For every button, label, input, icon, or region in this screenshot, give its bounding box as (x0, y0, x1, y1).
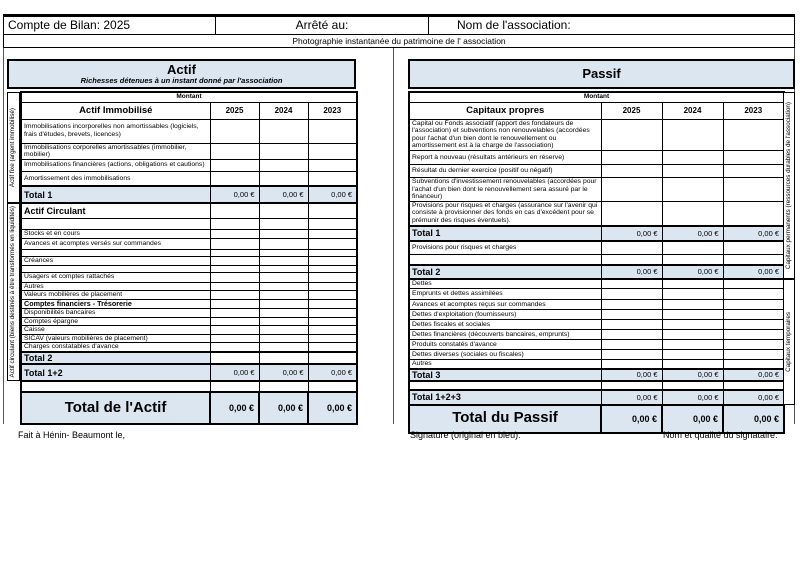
amount-input-cell[interactable] (259, 291, 308, 300)
amount-input-cell[interactable] (662, 119, 723, 150)
amount-input-cell[interactable] (723, 360, 784, 369)
amount-input-cell[interactable] (308, 352, 357, 364)
amount-input-cell[interactable] (259, 159, 308, 171)
table-row (409, 369, 784, 381)
amount-input-cell[interactable] (723, 300, 784, 310)
table-row (409, 320, 784, 330)
amount-input-cell[interactable] (662, 310, 723, 320)
table-row (409, 405, 784, 433)
amount-input-cell[interactable] (308, 291, 357, 300)
amount-input-cell[interactable] (259, 317, 308, 326)
rotated-section-label: Actif circulant (biens destinés à être transformés en liquidités) (7, 203, 20, 381)
table-row (21, 309, 357, 318)
amount-input-cell[interactable] (723, 381, 784, 390)
year-header-2024: 2024 (662, 102, 723, 119)
row-label: Total 3 (409, 369, 601, 381)
amount-input-cell[interactable] (723, 310, 784, 320)
page-subtitle: Photographie instantanée du patrimoine de l' association (3, 35, 795, 48)
table-row (21, 238, 357, 249)
amount-input-cell[interactable] (308, 299, 357, 308)
amount-input-cell[interactable] (259, 334, 308, 343)
total-value-cell: 0,00 € (308, 392, 357, 424)
table-row (21, 299, 357, 308)
rotated-section-label: Capitaux permanents (ressources durables de l'association) (783, 92, 795, 279)
total-value-cell: 0,00 € (723, 265, 784, 279)
amount-input-cell[interactable] (210, 143, 259, 159)
actif-table-wrap (7, 91, 356, 425)
row-label: Dettes financières (découverts bancaires, emprunts) (409, 330, 601, 340)
row-label: Dettes fiscales et sociales (409, 320, 601, 330)
table-row (21, 249, 357, 256)
amount-input-cell[interactable] (308, 256, 357, 265)
document-title: Compte de Bilan: 2025 (4, 17, 216, 34)
table-row (409, 255, 784, 265)
group-header-passif: Capitaux propres (409, 102, 601, 119)
amount-input-cell[interactable] (308, 143, 357, 159)
table-row (409, 279, 784, 289)
montant-row (21, 92, 357, 102)
amount-input-cell[interactable] (210, 317, 259, 326)
year-header-2024: 2024 (259, 102, 308, 119)
row-label: Emprunts et dettes assimilées (409, 289, 601, 300)
table-row (21, 352, 357, 364)
amount-input-cell[interactable] (210, 203, 259, 218)
amount-input-cell[interactable] (723, 164, 784, 177)
amount-input-cell[interactable] (308, 317, 357, 326)
table-row (409, 310, 784, 320)
amount-input-cell[interactable] (259, 218, 308, 229)
amount-input-cell[interactable] (210, 218, 259, 229)
row-label: Report à nouveau (résultats antérieurs en réserve) (409, 150, 601, 164)
amount-input-cell[interactable] (259, 299, 308, 308)
amount-input-cell[interactable] (308, 171, 357, 186)
year-header-2023: 2023 (723, 102, 784, 119)
total-value-cell: 0,00 € (259, 186, 308, 203)
amount-input-cell[interactable] (210, 265, 259, 272)
amount-input-cell[interactable] (662, 279, 723, 289)
row-label: Caisse (21, 326, 210, 335)
amount-input-cell[interactable] (601, 201, 662, 225)
row-label: Usagers et comptes rattachés (21, 272, 210, 282)
table-row (21, 381, 357, 392)
amount-input-cell[interactable] (662, 350, 723, 360)
table-row (21, 326, 357, 335)
table-row (409, 150, 784, 164)
table-row (21, 256, 357, 265)
table-row (409, 390, 784, 405)
amount-input-cell[interactable] (723, 177, 784, 201)
total-value-cell: 0,00 € (210, 392, 259, 424)
table-row (21, 317, 357, 326)
amount-input-cell[interactable] (662, 330, 723, 340)
amount-input-cell[interactable] (210, 256, 259, 265)
row-label: Autres (21, 282, 210, 291)
actif-title: Actif (167, 62, 196, 78)
footer-name-quality-label: Nom et qualité du signataire: (663, 430, 778, 440)
year-header-2023: 2023 (308, 102, 357, 119)
amount-input-cell[interactable] (601, 279, 662, 289)
total-value-cell: 0,00 € (723, 369, 784, 381)
total-value-cell: 0,00 € (723, 390, 784, 405)
total-value-cell: 0,00 € (662, 390, 723, 405)
table-row (409, 350, 784, 360)
footer-place-label: Fait à Hénin- Beaumont le, (18, 430, 126, 440)
table-row (21, 291, 357, 300)
amount-input-cell[interactable] (308, 309, 357, 318)
rotated-section-label: Capitaux temporaires (783, 279, 795, 405)
total-value-cell: 0,00 € (601, 369, 662, 381)
amount-input-cell[interactable] (662, 381, 723, 390)
total-value-cell: 0,00 € (259, 364, 308, 381)
row-label: Total 1+2+3 (409, 390, 601, 405)
row-label: Dettes d'exploitation (fournisseurs) (409, 310, 601, 320)
amount-input-cell[interactable] (259, 203, 308, 218)
row-label: Total 1 (21, 186, 210, 203)
row-label: Total 2 (21, 352, 210, 364)
table-row (409, 300, 784, 310)
association-label: Nom de l'association: (457, 18, 571, 32)
table-row (21, 218, 357, 229)
table-row (409, 164, 784, 177)
amount-input-cell[interactable] (662, 164, 723, 177)
amount-input-cell[interactable] (210, 282, 259, 291)
amount-input-cell[interactable] (662, 340, 723, 350)
row-label: Provisions pour risques et charges (assurance sur l'avenir qui consiste à provisionner des fonds en cas d'excédent pour se prémunir des risques éventuels). (409, 201, 601, 225)
table-row (21, 282, 357, 291)
amount-input-cell[interactable] (662, 300, 723, 310)
table-row (21, 272, 357, 282)
amount-input-cell[interactable] (308, 282, 357, 291)
passif-panel (408, 59, 795, 434)
row-label: Total 1+2 (21, 364, 210, 381)
amount-input-cell[interactable] (259, 171, 308, 186)
amount-input-cell[interactable] (210, 159, 259, 171)
amount-input-cell[interactable] (259, 282, 308, 291)
total-value-cell: 0,00 € (723, 226, 784, 241)
row-label: SICAV (valeurs mobilières de placement) (21, 334, 210, 343)
row-label: Immobilisations financières (actions, obligations et cautions) (21, 159, 210, 171)
table-row (409, 226, 784, 241)
amount-input-cell[interactable] (601, 360, 662, 369)
table-row (409, 360, 784, 369)
row-label: Immobilisations corporelles amortissables (immobilier, mobilier) (21, 143, 210, 159)
amount-input-cell[interactable] (601, 340, 662, 350)
amount-input-cell[interactable] (259, 309, 308, 318)
amount-input-cell[interactable] (723, 201, 784, 225)
amount-input-cell[interactable] (210, 119, 259, 143)
amount-input-cell[interactable] (662, 241, 723, 255)
amount-input-cell[interactable] (601, 255, 662, 265)
row-label (21, 381, 210, 392)
total-value-cell: 0,00 € (259, 392, 308, 424)
table-row (21, 229, 357, 238)
amount-input-cell[interactable] (259, 229, 308, 238)
amount-input-cell[interactable] (601, 119, 662, 150)
amount-input-cell[interactable] (308, 218, 357, 229)
amount-input-cell[interactable] (259, 249, 308, 256)
table-row (21, 203, 357, 218)
amount-input-cell[interactable] (723, 330, 784, 340)
amount-input-cell[interactable] (259, 352, 308, 364)
table-row (21, 343, 357, 352)
table-row (409, 330, 784, 340)
rotated-section-label: Actif fixe (argent immobilisé) (7, 92, 20, 203)
amount-input-cell[interactable] (308, 381, 357, 392)
row-label (409, 255, 601, 265)
row-label: Total 1 (409, 226, 601, 241)
amount-input-cell[interactable] (210, 272, 259, 282)
row-label: Charges constatables d'avance (21, 343, 210, 352)
row-label: Comptes financiers - Trésorerie (21, 299, 210, 308)
page-frame-left (3, 48, 4, 424)
total-value-cell: 0,00 € (601, 226, 662, 241)
amount-input-cell[interactable] (308, 343, 357, 352)
passif-title: Passif (582, 66, 621, 82)
amount-input-cell[interactable] (308, 229, 357, 238)
amount-input-cell[interactable] (723, 119, 784, 150)
row-label: Actif Circulant (21, 203, 210, 218)
amount-input-cell[interactable] (259, 265, 308, 272)
actif-table (20, 91, 358, 425)
table-row (409, 381, 784, 390)
table-row (21, 171, 357, 186)
arrete-label: Arrêté au: (216, 17, 429, 34)
amount-input-cell[interactable] (259, 272, 308, 282)
total-value-cell: 0,00 € (601, 405, 662, 433)
amount-input-cell[interactable] (210, 334, 259, 343)
row-label (409, 381, 601, 390)
table-row (21, 334, 357, 343)
amount-input-cell[interactable] (308, 238, 357, 249)
passif-title-box (408, 59, 795, 89)
total-value-cell: 0,00 € (308, 364, 357, 381)
amount-input-cell[interactable] (210, 309, 259, 318)
amount-input-cell[interactable] (601, 289, 662, 300)
page-frame-center (393, 48, 394, 424)
amount-input-cell[interactable] (662, 201, 723, 225)
amount-input-cell[interactable] (259, 381, 308, 392)
amount-input-cell[interactable] (259, 143, 308, 159)
amount-input-cell[interactable] (723, 150, 784, 164)
amount-input-cell[interactable] (601, 310, 662, 320)
amount-input-cell[interactable] (210, 171, 259, 186)
amount-input-cell[interactable] (259, 343, 308, 352)
year-header-2025: 2025 (601, 102, 662, 119)
table-row (409, 119, 784, 150)
total-value-cell: 0,00 € (723, 405, 784, 433)
total-value-cell: 0,00 € (210, 186, 259, 203)
amount-input-cell[interactable] (210, 291, 259, 300)
total-value-cell: 0,00 € (662, 405, 723, 433)
table-row (409, 241, 784, 255)
actif-subtitle: Richesses détenues à un instant donné par l'association (80, 75, 283, 85)
column-header-row (409, 102, 784, 119)
row-label: Total 2 (409, 265, 601, 279)
amount-input-cell[interactable] (601, 150, 662, 164)
row-label: Avances et acomptes versés sur commandes (21, 238, 210, 249)
amount-input-cell[interactable] (723, 279, 784, 289)
amount-input-cell[interactable] (210, 352, 259, 364)
montant-row (409, 92, 784, 102)
amount-input-cell[interactable] (210, 326, 259, 335)
group-header-actif: Actif Immobilisé (21, 102, 210, 119)
amount-input-cell[interactable] (601, 350, 662, 360)
total-value-cell: 0,00 € (210, 364, 259, 381)
footer-signature-label: Signature (original en bleu): (410, 430, 521, 440)
amount-input-cell[interactable] (662, 320, 723, 330)
amount-input-cell[interactable] (662, 177, 723, 201)
amount-input-cell[interactable] (723, 255, 784, 265)
amount-input-cell[interactable] (259, 238, 308, 249)
amount-input-cell[interactable] (308, 159, 357, 171)
table-row (409, 289, 784, 300)
year-header-2025: 2025 (210, 102, 259, 119)
amount-input-cell[interactable] (308, 119, 357, 143)
table-row (21, 364, 357, 381)
amount-input-cell[interactable] (210, 238, 259, 249)
amount-input-cell[interactable] (308, 249, 357, 256)
amount-input-cell[interactable] (259, 256, 308, 265)
amount-input-cell[interactable] (601, 241, 662, 255)
amount-input-cell[interactable] (210, 229, 259, 238)
amount-input-cell[interactable] (308, 203, 357, 218)
amount-input-cell[interactable] (723, 289, 784, 300)
row-label: Total du Passif (409, 405, 601, 433)
amount-input-cell[interactable] (662, 150, 723, 164)
row-label: Avances et acomptes reçus sur commandes (409, 300, 601, 310)
row-label: Provisions pour risques et charges (409, 241, 601, 255)
amount-input-cell[interactable] (662, 289, 723, 300)
total-value-cell: 0,00 € (662, 265, 723, 279)
amount-input-cell[interactable] (601, 330, 662, 340)
row-label: Subventions d'investissement renouvelables (accordées pour l'achat d'un bien dont le renouvellement sera assuré par le financeur) (409, 177, 601, 201)
row-label: Comptes épargne (21, 317, 210, 326)
amount-input-cell[interactable] (601, 320, 662, 330)
total-value-cell: 0,00 € (601, 390, 662, 405)
row-label: Dettes (409, 279, 601, 289)
total-value-cell: 0,00 € (662, 369, 723, 381)
table-row (21, 119, 357, 143)
row-label: Amortissement des immobilisations (21, 171, 210, 186)
amount-input-cell[interactable] (723, 350, 784, 360)
table-row (21, 159, 357, 171)
amount-input-cell[interactable] (601, 164, 662, 177)
row-label: Immobilisations incorporelles non amortissables (logiciels, frais d'études, brevets, licences) (21, 119, 210, 143)
row-label (21, 218, 210, 229)
passif-table-wrap (408, 91, 795, 434)
montant-header: Montant (21, 92, 357, 102)
total-value-cell: 0,00 € (662, 226, 723, 241)
amount-input-cell[interactable] (259, 119, 308, 143)
amount-input-cell[interactable] (308, 326, 357, 335)
montant-header: Montant (409, 92, 784, 102)
row-label: Capital ou Fonds associatif (apport des fondateurs de l'association) et subventions non renouvelables (accordées pour l'achat d'un bien dont le renouvellement ou amortissement est à la charge de l'association) (409, 119, 601, 150)
row-label: Créances (21, 256, 210, 265)
amount-input-cell[interactable] (723, 320, 784, 330)
row-label: Dettes diverses (sociales ou fiscales) (409, 350, 601, 360)
page-header (3, 14, 795, 35)
row-label: Total de l'Actif (21, 392, 210, 424)
table-row (409, 265, 784, 279)
amount-input-cell[interactable] (601, 381, 662, 390)
row-label (21, 249, 210, 256)
amount-input-cell[interactable] (662, 255, 723, 265)
row-label: Disponibilités bancaires (21, 309, 210, 318)
actif-title-box (7, 59, 356, 89)
amount-input-cell[interactable] (601, 300, 662, 310)
total-value-cell: 0,00 € (601, 265, 662, 279)
amount-input-cell[interactable] (662, 360, 723, 369)
table-row (409, 177, 784, 201)
row-label: Produits constatés d'avance (409, 340, 601, 350)
table-row (21, 143, 357, 159)
table-row (409, 201, 784, 225)
passif-table (408, 91, 785, 434)
amount-input-cell[interactable] (210, 249, 259, 256)
amount-input-cell[interactable] (308, 265, 357, 272)
row-label: Valeurs mobilières de placement (21, 291, 210, 300)
table-row (21, 392, 357, 424)
amount-input-cell[interactable] (308, 272, 357, 282)
amount-input-cell[interactable] (308, 334, 357, 343)
amount-input-cell[interactable] (601, 177, 662, 201)
table-row (21, 265, 357, 272)
table-row (21, 186, 357, 203)
row-label: Résultat du dernier exercice (positif ou négatif) (409, 164, 601, 177)
table-row (409, 340, 784, 350)
row-label: Autres (409, 360, 601, 369)
amount-input-cell[interactable] (210, 299, 259, 308)
actif-panel (7, 59, 356, 425)
amount-input-cell[interactable] (259, 326, 308, 335)
amount-input-cell[interactable] (210, 381, 259, 392)
row-label: Stocks et en cours (21, 229, 210, 238)
amount-input-cell[interactable] (723, 340, 784, 350)
amount-input-cell[interactable] (723, 241, 784, 255)
total-value-cell: 0,00 € (308, 186, 357, 203)
column-header-row (21, 102, 357, 119)
amount-input-cell[interactable] (210, 343, 259, 352)
row-label (21, 265, 210, 272)
